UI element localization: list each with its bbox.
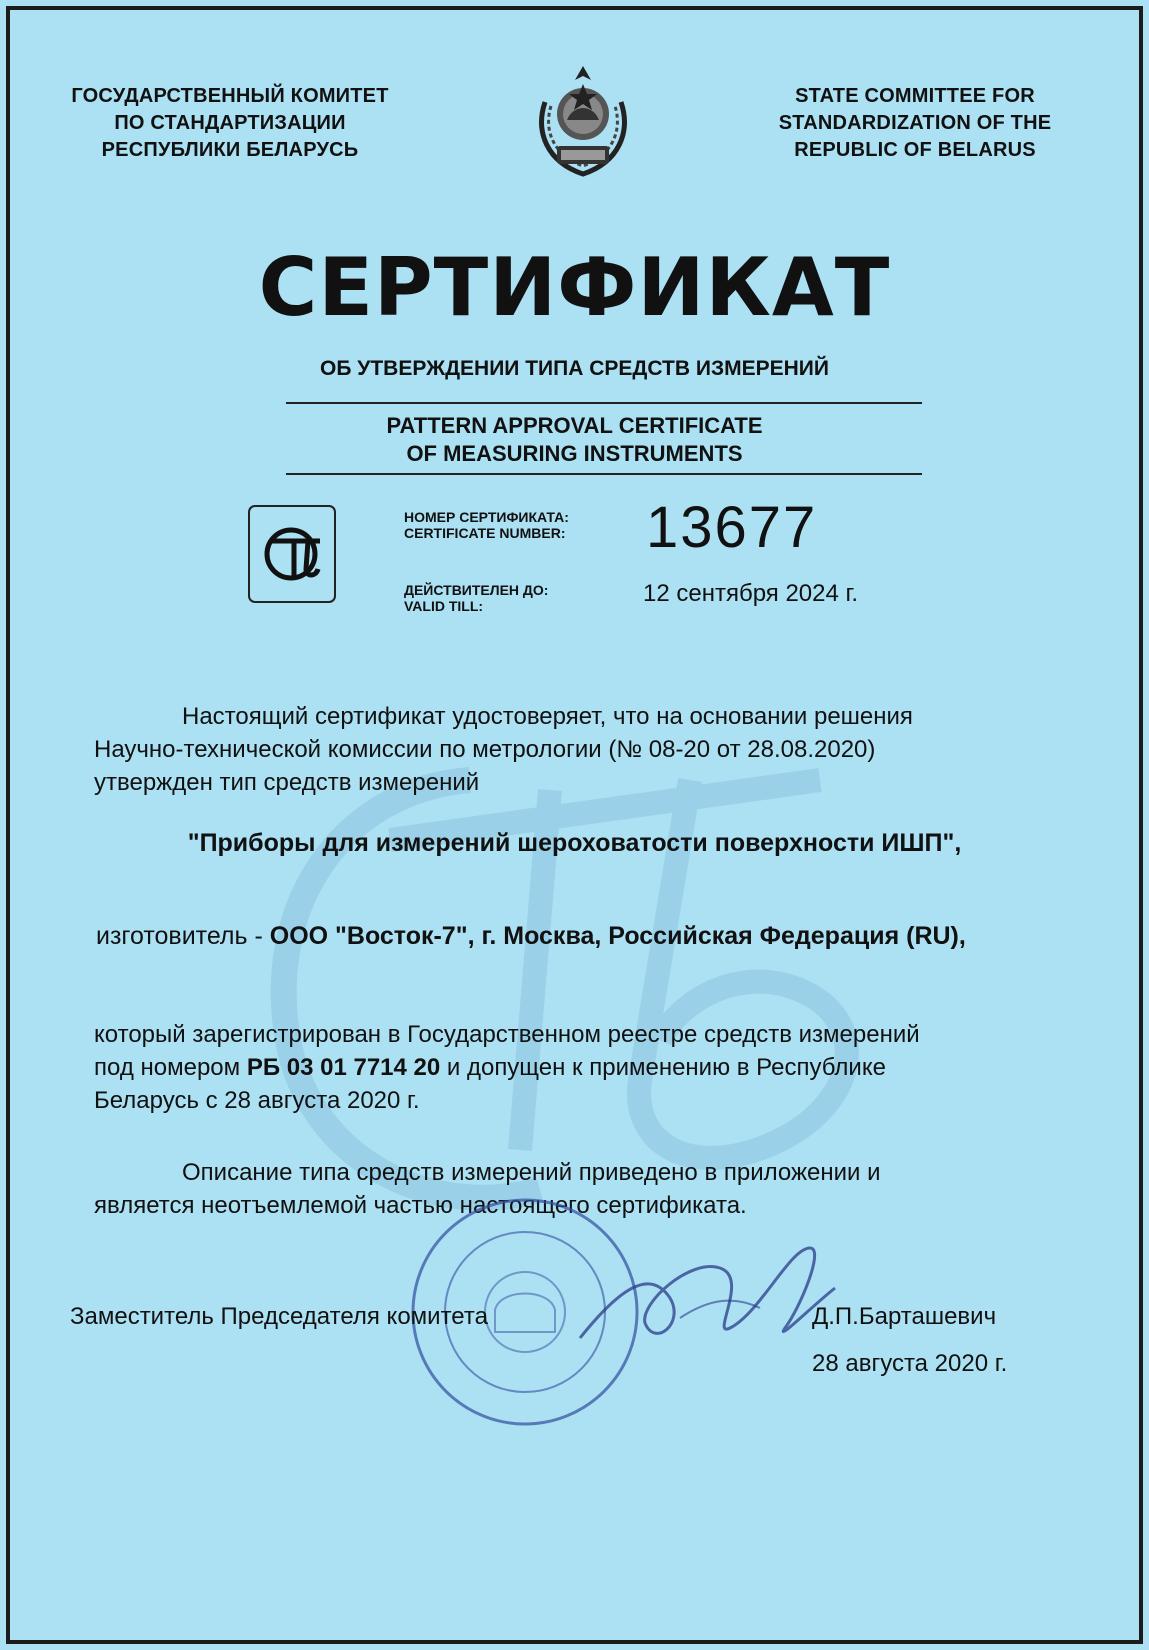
registry-line: который зарегистрирован в Государственном реестре средств измерений [94,1021,920,1048]
intro-line: Научно-технической комиссии по метрологии (№ 08-20 от 28.08.2020) [94,736,876,763]
standards-logo [248,505,336,603]
divider-top [286,402,922,404]
gost-logo-icon [250,507,334,601]
label-ru: НОМЕР СЕРТИФИКАТА: [404,509,569,525]
header-ru-line: РЕСПУБЛИКИ БЕЛАРУСЬ [101,139,359,161]
certificate-title: СЕРТИФИКАТ [258,241,891,334]
intro-paragraph [94,700,1054,733]
header-en-line: STANDARDIZATION OF THE [778,112,1052,134]
coat-of-arms-emblem [527,62,639,178]
manufacturer-prefix: изготовитель - [96,922,270,950]
divider-bottom [286,473,922,475]
valid-till-date: 12 сентября 2024 г. [643,580,858,607]
header-en-line: REPUBLIC OF BELARUS [794,139,1036,161]
description-line: является неотъемлемой частью настоящего сертификата. [94,1192,747,1219]
certificate-number: 13677 [646,495,818,560]
header-ru-line: ГОСУДАРСТВЕННЫЙ КОМИТЕТ [71,85,389,107]
header-en [735,83,1095,164]
subtitle-en-line: PATTERN APPROVAL CERTIFICATE [386,413,763,438]
description-paragraph [94,1156,1054,1189]
header-ru-line: ПО СТАНДАРТИЗАЦИИ [114,112,346,134]
registry-line: Беларусь с 28 августа 2020 г. [94,1087,420,1114]
intro-line: Настоящий сертификат удостоверяет, что на основании решения [182,703,913,730]
signatory-name: Д.П.Барташевич [812,1303,997,1330]
intro-paragraph-cont [94,733,1054,799]
certificate-number-label [404,509,569,541]
product-name: "Приборы для измерений шероховатости поверхности ИШП", [187,829,962,857]
subtitle-en [0,412,1149,468]
registry-number: РБ 03 01 7714 20 [246,1054,441,1081]
label-en: VALID TILL: [404,598,484,614]
intro-line: утвержден тип средств измерений [94,769,480,796]
header-ru [50,83,410,164]
label-ru: ДЕЙСТВИТЕЛЕН ДО: [404,582,549,598]
signature-date: 28 августа 2020 г. [812,1350,1008,1377]
description-line: Описание типа средств измерений приведено в приложении и [182,1159,881,1186]
manufacturer-line [96,922,966,951]
label-en: CERTIFICATE NUMBER: [404,525,566,541]
registry-suffix: и допущен к применению в Республике [440,1054,886,1081]
subtitle-en-line: OF MEASURING INSTRUMENTS [406,441,743,466]
manufacturer-name: ООО "Восток-7", г. Москва, Российская Федерация (RU), [269,922,966,950]
signature-scribble [560,1228,860,1368]
registry-prefix: под номером [94,1054,247,1081]
registry-paragraph [94,1018,1054,1117]
header-en-line: STATE COMMITTEE FOR [795,85,1035,107]
registry-line [94,1051,1054,1084]
subtitle-ru: ОБ УТВЕРЖДЕНИИ ТИПА СРЕДСТВ ИЗМЕРЕНИЙ [320,357,829,380]
signatory-position: Заместитель Председателя комитета [70,1303,488,1330]
valid-till-label [404,582,548,614]
